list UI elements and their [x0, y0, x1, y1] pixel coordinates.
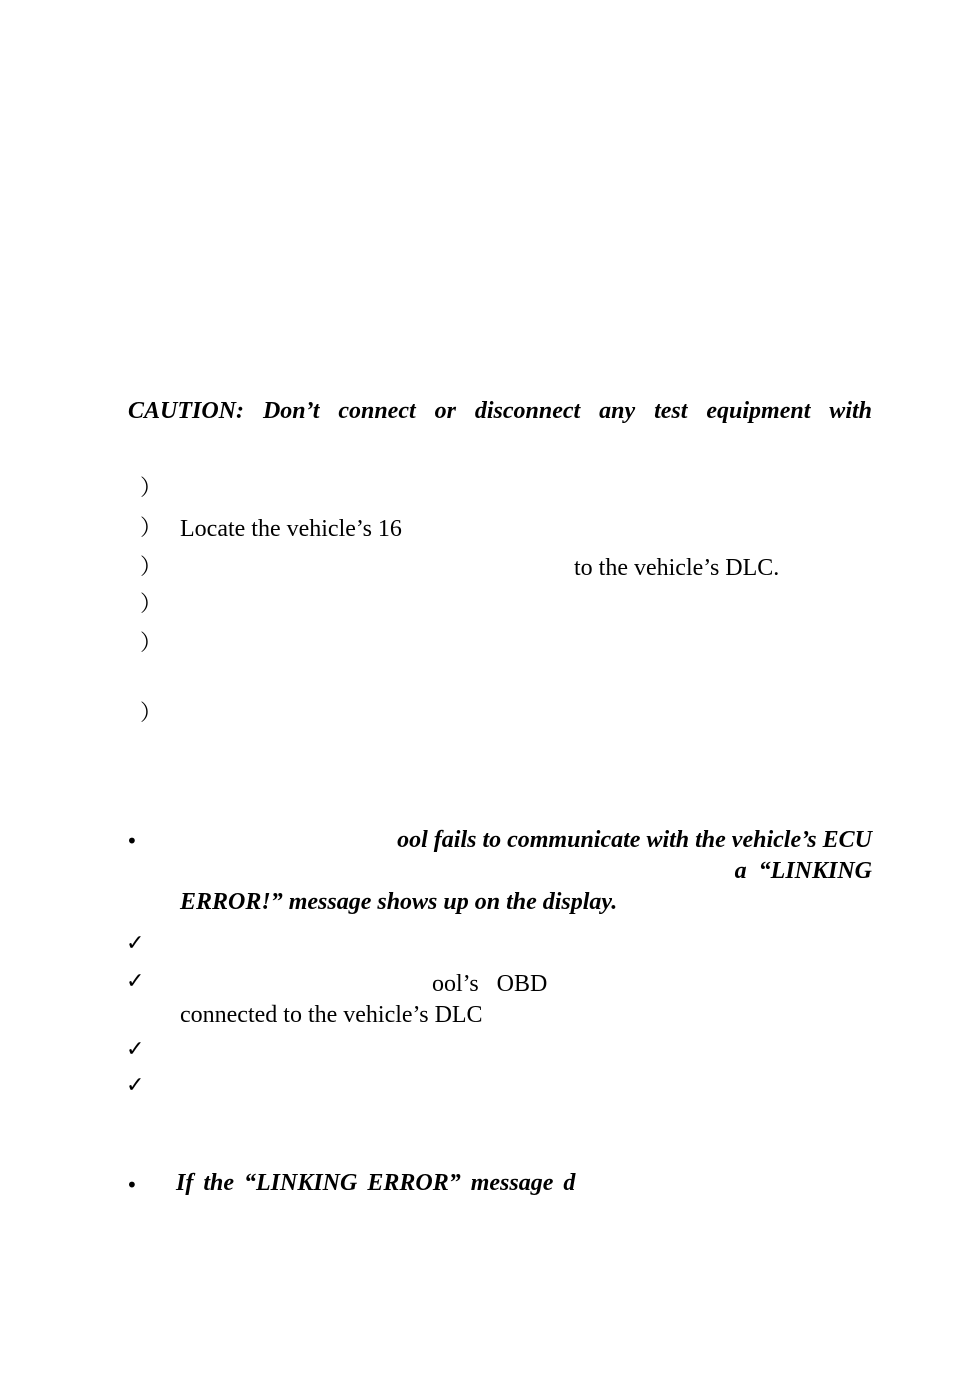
- check-3-icon: ✓: [126, 1037, 145, 1062]
- note-1-line-1: ool fails to communicate with the vehicle’s ECU: [397, 827, 872, 853]
- caution-text: CAUTION: Don’t connect or disconnect any test equipment with: [128, 398, 872, 424]
- note-1-line-2: a “LINKING: [734, 858, 872, 884]
- check-2-text-2: connected to the vehicle’s DLC: [180, 1002, 483, 1028]
- step-1-marker: ）: [140, 476, 163, 501]
- step-4-marker: ）: [140, 592, 163, 617]
- step-2-marker: ）: [140, 516, 163, 541]
- note-2-text: If the “LINKING ERROR” message d: [176, 1170, 576, 1196]
- step-2-text: Locate the vehicle’s 16: [180, 516, 402, 542]
- step-3-text: to the vehicle’s DLC.: [574, 555, 780, 581]
- note-1-line-3: ERROR!” message shows up on the display.: [180, 889, 618, 915]
- check-4-icon: ✓: [126, 1073, 145, 1098]
- step-6-marker: ）: [140, 701, 163, 726]
- note-1-bullet: •: [126, 829, 138, 853]
- note-2-bullet: •: [126, 1173, 138, 1197]
- check-2-icon: ✓: [126, 969, 145, 994]
- step-5-marker: ）: [140, 631, 163, 656]
- step-3-marker: ）: [140, 555, 163, 580]
- check-1-icon: ✓: [126, 931, 145, 956]
- check-2-text: ool’s OBD: [432, 971, 548, 997]
